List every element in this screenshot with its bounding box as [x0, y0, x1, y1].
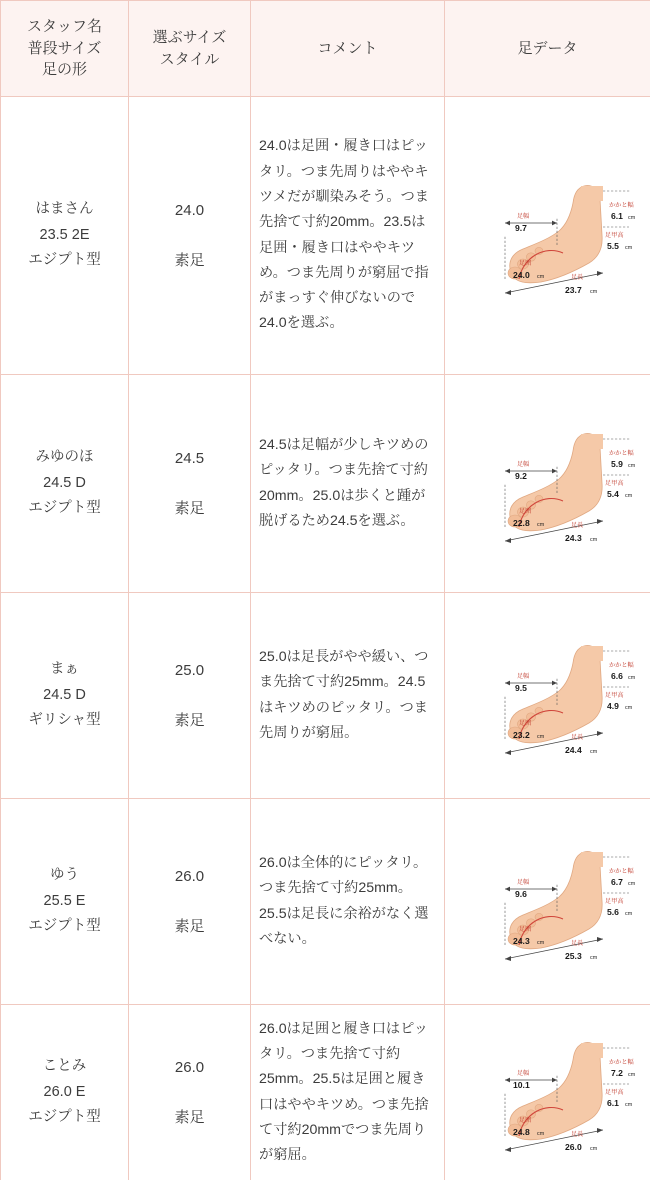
- svg-text:cm: cm: [625, 704, 633, 711]
- svg-text:cm: cm: [628, 880, 636, 887]
- svg-text:cm: cm: [537, 733, 545, 740]
- foot-data-cell: [445, 1005, 650, 1180]
- svg-text:6.1: 6.1: [607, 1097, 619, 1108]
- svg-text:足甲高: 足甲高: [605, 691, 624, 699]
- foot-measurement-diagram: [453, 1018, 649, 1168]
- svg-text:24.3: 24.3: [513, 935, 530, 946]
- svg-text:かかと幅: かかと幅: [609, 449, 634, 457]
- svg-text:6.7: 6.7: [611, 876, 623, 887]
- svg-text:足長: 足長: [571, 273, 584, 281]
- foot-data-cell: [445, 375, 650, 593]
- chosen-size-cell: [129, 375, 251, 593]
- style: 素足: [174, 711, 205, 729]
- foot-measurement-diagram: [453, 409, 649, 559]
- table-row: [1, 1005, 650, 1180]
- svg-text:cm: cm: [625, 244, 633, 251]
- svg-text:5.5: 5.5: [607, 240, 619, 251]
- style: 素足: [174, 499, 205, 517]
- staff-name: はまさん: [35, 201, 94, 218]
- header-line: 足の形: [41, 61, 87, 79]
- foot-data-cell: [445, 593, 650, 799]
- style: 素足: [174, 917, 205, 935]
- svg-text:9.7: 9.7: [515, 222, 527, 233]
- chosen-size: 25.0: [174, 661, 205, 679]
- comment-cell: 26.0は全体的にピッタリ。つま先捨て寸約25mm。25.5は足長に余裕がなく選べない。: [251, 799, 445, 1005]
- foot-measurement-diagram: [453, 827, 649, 977]
- svg-text:cm: cm: [625, 910, 633, 917]
- staff-name-cell: [1, 375, 129, 593]
- svg-text:9.5: 9.5: [515, 682, 527, 693]
- style: 素足: [174, 251, 205, 269]
- column-header-chosen-size: [129, 1, 251, 97]
- header-line: スタッフ名: [26, 17, 102, 35]
- usual-size: 24.5 D: [43, 686, 86, 703]
- staff-name: みゆのほ: [35, 449, 94, 466]
- staff-name: まぁ: [50, 661, 79, 678]
- usual-size: 24.5 D: [43, 474, 86, 491]
- svg-text:cm: cm: [628, 674, 636, 681]
- foot-measurement-diagram: [453, 621, 649, 771]
- svg-text:cm: cm: [628, 214, 636, 221]
- svg-text:cm: cm: [625, 1101, 633, 1108]
- svg-text:5.4: 5.4: [607, 488, 619, 499]
- staff-name-cell: [1, 799, 129, 1005]
- svg-text:9.6: 9.6: [515, 888, 527, 899]
- svg-text:7.2: 7.2: [611, 1067, 623, 1078]
- svg-text:cm: cm: [537, 521, 545, 528]
- staff-name: ことみ: [42, 1058, 87, 1075]
- svg-text:足幅: 足幅: [517, 460, 530, 468]
- svg-text:かかと幅: かかと幅: [609, 867, 634, 875]
- foot-measurement-diagram: [453, 161, 649, 311]
- svg-text:cm: cm: [628, 462, 636, 469]
- staff-name-cell: [1, 1005, 129, 1180]
- chosen-size-cell: [129, 97, 251, 375]
- svg-text:足長: 足長: [571, 1130, 584, 1138]
- svg-text:足囲: 足囲: [519, 925, 532, 933]
- column-header-staff-name: [1, 1, 129, 97]
- svg-text:足幅: 足幅: [517, 672, 530, 680]
- chosen-size: 26.0: [174, 1058, 205, 1076]
- foot-shape: エジプト型: [28, 252, 101, 269]
- usual-size: 23.5 2E: [39, 226, 90, 243]
- staff-name-cell: [1, 97, 129, 375]
- svg-text:6.1: 6.1: [611, 210, 623, 221]
- svg-text:24.0: 24.0: [513, 269, 530, 280]
- table-row: [1, 799, 650, 1005]
- svg-text:5.6: 5.6: [607, 906, 619, 917]
- svg-text:足長: 足長: [571, 939, 584, 947]
- svg-text:cm: cm: [537, 273, 545, 280]
- svg-text:cm: cm: [537, 939, 545, 946]
- svg-text:足幅: 足幅: [517, 878, 530, 886]
- svg-text:25.3: 25.3: [565, 950, 582, 961]
- svg-text:足囲: 足囲: [519, 259, 532, 267]
- comment-cell: 24.0は足囲・履き口はピッタリ。つま先周りはややキツメだが馴染みそう。つま先捨て寸約20mm。23.5は足囲・履き口はややキツめ。つま先周りが窮屈で指がまっすぐ伸びないので24.0を選ぶ。: [251, 97, 445, 375]
- staff-name-cell: [1, 593, 129, 799]
- svg-text:足幅: 足幅: [517, 212, 530, 220]
- svg-text:cm: cm: [628, 1071, 636, 1078]
- chosen-size-cell: [129, 799, 251, 1005]
- svg-text:cm: cm: [625, 492, 633, 499]
- chosen-size: 26.0: [174, 867, 205, 885]
- header-line: スタイル: [159, 50, 220, 68]
- comment-cell: 25.0は足長がやや緩い、つま先捨て寸約25mm。24.5はキツめのピッタリ。つま先周りが窮屈。: [251, 593, 445, 799]
- svg-text:cm: cm: [590, 954, 598, 961]
- svg-text:cm: cm: [537, 1130, 545, 1137]
- svg-text:4.9: 4.9: [607, 700, 619, 711]
- foot-shape: エジプト型: [28, 1109, 101, 1126]
- svg-text:かかと幅: かかと幅: [609, 201, 634, 209]
- svg-text:24.4: 24.4: [565, 744, 582, 755]
- svg-text:23.7: 23.7: [565, 284, 582, 295]
- svg-text:5.9: 5.9: [611, 458, 623, 469]
- svg-text:24.3: 24.3: [565, 532, 582, 543]
- svg-text:22.8: 22.8: [513, 517, 530, 528]
- column-header-comment: [251, 1, 445, 97]
- header-line: 選ぶサイズ: [152, 28, 227, 46]
- svg-text:足幅: 足幅: [517, 1069, 530, 1077]
- foot-shape: エジプト型: [28, 500, 101, 517]
- comment-cell: 24.5は足幅が少しキツめのピッタリ。つま先捨て寸約20mm。25.0は歩くと踵が脱げるため24.5を選ぶ。: [251, 375, 445, 593]
- svg-text:cm: cm: [590, 748, 598, 755]
- svg-text:足囲: 足囲: [519, 1116, 532, 1124]
- svg-text:cm: cm: [590, 536, 598, 543]
- usual-size: 25.5 E: [43, 892, 86, 909]
- foot-data-cell: [445, 97, 650, 375]
- table-body: [1, 97, 650, 1180]
- comment-cell: 26.0は足囲と履き口はピッタリ。つま先捨て寸約25mm。25.5は足囲と履き口はややキツめ。つま先捨て寸約20mmでつま先周りが窮屈。: [251, 1005, 445, 1180]
- foot-shape: エジプト型: [28, 918, 101, 935]
- svg-text:26.0: 26.0: [565, 1141, 582, 1152]
- style: 素足: [174, 1108, 205, 1126]
- svg-text:6.6: 6.6: [611, 670, 623, 681]
- usual-size: 26.0 E: [43, 1083, 86, 1100]
- svg-text:足長: 足長: [571, 733, 584, 741]
- svg-text:足甲高: 足甲高: [605, 897, 624, 905]
- table-row: [1, 97, 650, 375]
- svg-text:cm: cm: [590, 288, 598, 295]
- table-row: [1, 593, 650, 799]
- svg-text:かかと幅: かかと幅: [609, 1058, 634, 1066]
- table-row: [1, 375, 650, 593]
- header-line: 普段サイズ: [27, 39, 102, 57]
- svg-text:23.2: 23.2: [513, 729, 530, 740]
- svg-text:24.8: 24.8: [513, 1126, 530, 1137]
- svg-text:足甲高: 足甲高: [605, 479, 624, 487]
- header-line: 足データ: [517, 39, 578, 57]
- staff-name: ゆう: [50, 867, 79, 884]
- svg-text:9.2: 9.2: [515, 470, 527, 481]
- header-line: コメント: [317, 39, 378, 57]
- foot-shape: ギリシャ型: [28, 712, 101, 729]
- svg-text:足囲: 足囲: [519, 719, 532, 727]
- chosen-size-cell: [129, 593, 251, 799]
- svg-text:足囲: 足囲: [519, 507, 532, 515]
- svg-text:かかと幅: かかと幅: [609, 661, 634, 669]
- foot-data-cell: [445, 799, 650, 1005]
- svg-text:10.1: 10.1: [513, 1079, 530, 1090]
- chosen-size: 24.5: [174, 449, 205, 467]
- table-header: [1, 1, 650, 97]
- column-header-foot-data: [445, 1, 650, 97]
- chosen-size-cell: [129, 1005, 251, 1180]
- chosen-size: 24.0: [174, 201, 205, 219]
- svg-text:足甲高: 足甲高: [605, 1088, 624, 1096]
- table-header-row: [1, 1, 650, 97]
- svg-text:足長: 足長: [571, 521, 584, 529]
- svg-text:cm: cm: [590, 1145, 598, 1152]
- svg-text:足甲高: 足甲高: [605, 231, 624, 239]
